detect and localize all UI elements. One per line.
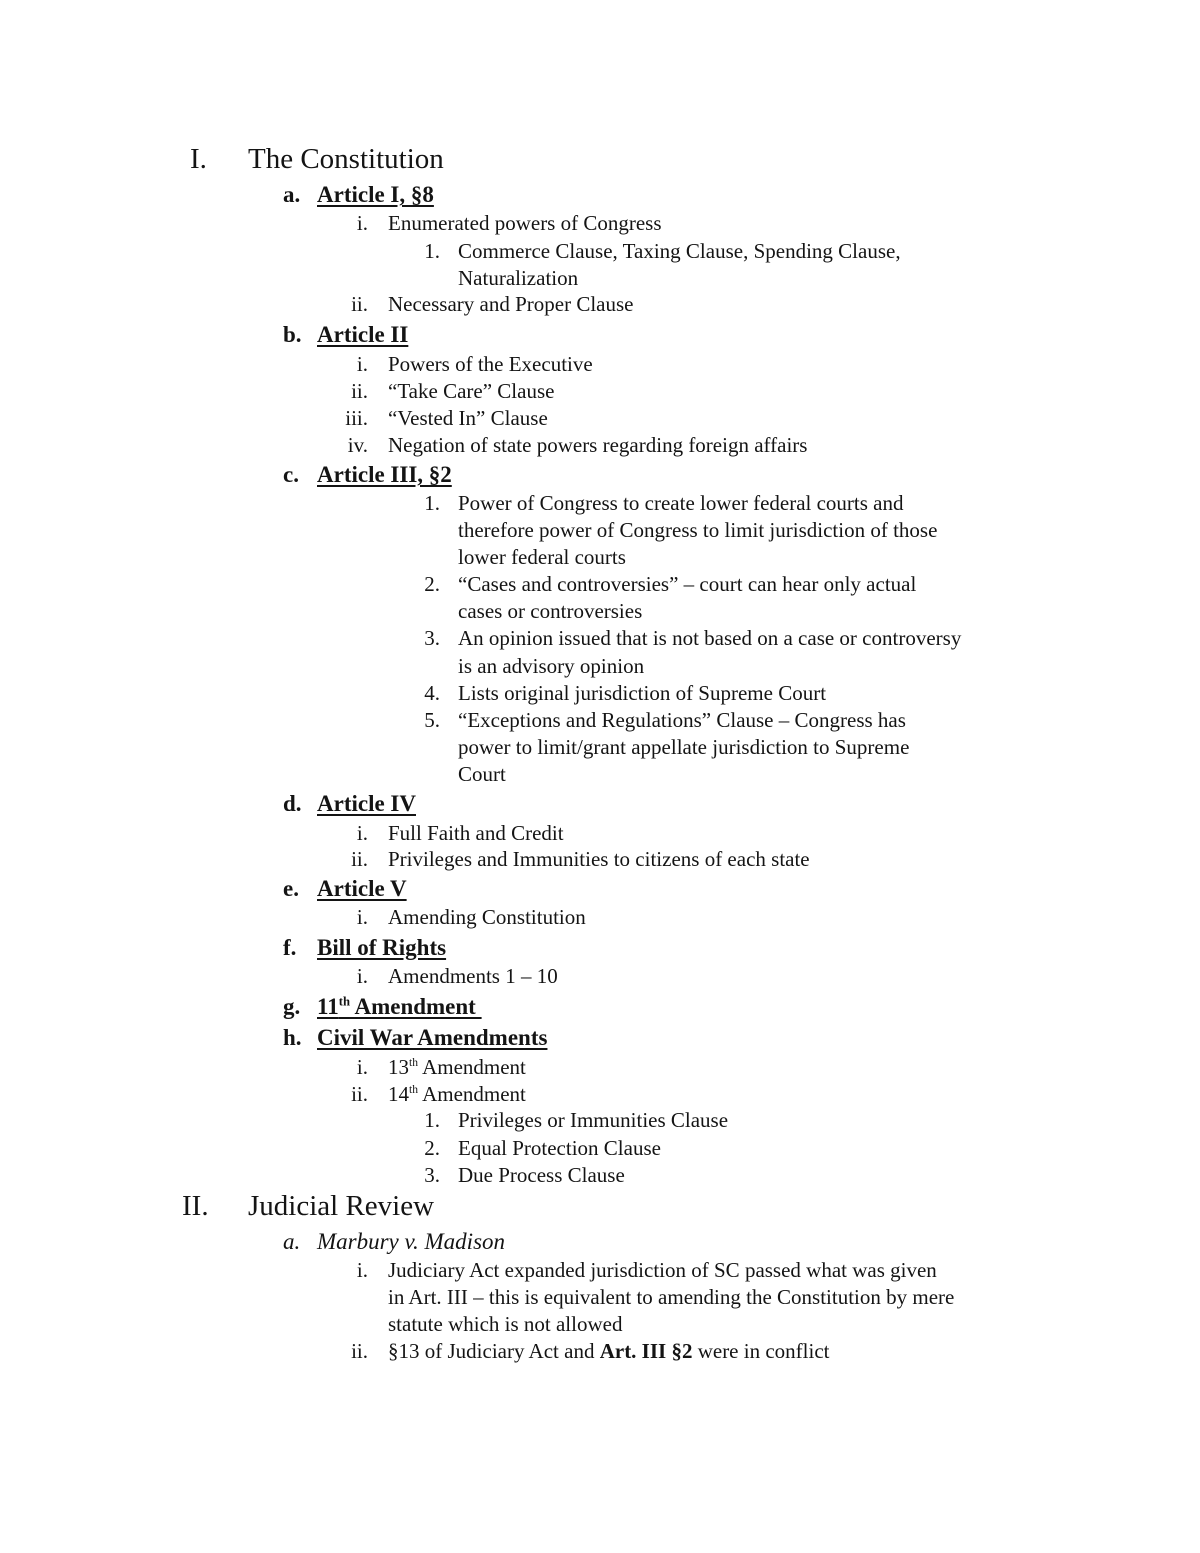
title-word: Amendment	[349, 994, 482, 1019]
item-text-line: cases or controversies	[458, 599, 643, 623]
item-number: 5.	[424, 708, 440, 732]
item-number: 1.	[424, 491, 440, 515]
bold-citation: Art. III §2	[599, 1339, 693, 1363]
case-title: Marbury v. Madison	[317, 1229, 506, 1254]
item-number: ii.	[351, 379, 368, 403]
subsection-title: Article I, §8	[317, 182, 434, 207]
section-number: I.	[190, 143, 207, 175]
subsection-title	[317, 994, 482, 1020]
amendment-number: 14	[388, 1082, 409, 1106]
item-text-line: is an advisory opinion	[458, 654, 645, 678]
item-text-line: “Exceptions and Regulations” Clause – Congress has	[458, 708, 906, 732]
item-text-line: therefore power of Congress to limit jurisdiction of those	[458, 518, 938, 542]
text-run: §13 of Judiciary Act and	[388, 1339, 600, 1363]
section-title: The Constitution	[248, 143, 444, 175]
item-number: i.	[356, 964, 368, 988]
ordinal-suffix: th	[409, 1084, 418, 1096]
item-text-line: Judiciary Act expanded jurisdiction of SC passed what was given	[388, 1258, 937, 1282]
subsection-letter: a.	[283, 182, 301, 207]
item-number: i.	[356, 821, 368, 845]
subsection-title: Article II	[317, 322, 409, 347]
item-number: 2.	[424, 1136, 440, 1160]
amendment-word: Amendment	[417, 1082, 526, 1106]
item-text-line: in Art. III – this is equivalent to amending the Constitution by mere	[388, 1285, 955, 1309]
item-number: 1.	[424, 239, 440, 263]
item-text: Powers of the Executive	[388, 352, 593, 376]
item-text-line: Commerce Clause, Taxing Clause, Spending Clause,	[458, 239, 901, 263]
item-text: “Vested In” Clause	[388, 406, 548, 430]
subsection-letter: c.	[283, 462, 299, 487]
item-text-line: Power of Congress to create lower federal courts and	[458, 491, 904, 515]
subsection-title: Bill of Rights	[317, 935, 447, 960]
item-number: i.	[356, 1258, 368, 1282]
item-number: i.	[356, 211, 368, 235]
item-text: Privileges or Immunities Clause	[458, 1108, 729, 1132]
subsection-title: Civil War Amendments	[317, 1025, 548, 1050]
subsection-letter: d.	[283, 791, 302, 816]
item-text	[388, 1055, 526, 1080]
subsection-title: Article IV	[317, 791, 416, 816]
item-number: 1.	[424, 1108, 440, 1132]
item-text: “Take Care” Clause	[388, 379, 555, 403]
item-number: 2.	[424, 572, 440, 596]
amendment-word: Amendment	[417, 1055, 526, 1079]
subsection-letter: a.	[283, 1229, 301, 1254]
item-text: Amending Constitution	[388, 905, 586, 929]
item-text: Full Faith and Credit	[388, 821, 564, 845]
item-text-line: Naturalization	[458, 266, 579, 290]
subsection-title: Article V	[317, 876, 407, 901]
item-number: 3.	[424, 626, 440, 650]
item-number: ii.	[351, 1339, 368, 1363]
section-number: II.	[182, 1190, 209, 1222]
item-text: Amendments 1 – 10	[388, 964, 558, 988]
subsection-letter: h.	[283, 1025, 302, 1050]
item-text: Enumerated powers of Congress	[388, 211, 662, 235]
ordinal-suffix: th	[338, 994, 350, 1009]
item-text: Lists original jurisdiction of Supreme Court	[458, 681, 827, 705]
item-number: iv.	[347, 433, 368, 457]
item-text: Necessary and Proper Clause	[388, 292, 634, 316]
section-title: Judicial Review	[248, 1190, 435, 1222]
item-number: i.	[356, 905, 368, 929]
item-number: i.	[356, 1055, 368, 1079]
item-number: i.	[356, 352, 368, 376]
item-text: Equal Protection Clause	[458, 1136, 661, 1160]
text-run: were in conflict	[692, 1339, 830, 1363]
item-text: Negation of state powers regarding foreign affairs	[388, 433, 808, 457]
item-text-line: power to limit/grant appellate jurisdiction to Supreme	[458, 735, 910, 759]
subsection-letter: b.	[283, 322, 302, 347]
subsection-letter: g.	[283, 994, 301, 1019]
item-text: Due Process Clause	[458, 1163, 625, 1187]
item-number: 4.	[424, 681, 440, 705]
subsection-letter: f.	[283, 935, 297, 960]
item-text-line: An opinion issued that is not based on a case or controversy	[458, 626, 962, 650]
item-text-line: Court	[458, 762, 506, 786]
item-text-line: lower federal courts	[458, 545, 626, 569]
item-text: Privileges and Immunities to citizens of each state	[388, 847, 810, 871]
item-text	[388, 1339, 829, 1364]
subsection-title: Article III, §2	[317, 462, 452, 487]
item-number: iii.	[345, 406, 368, 430]
ordinal-suffix: th	[409, 1057, 418, 1069]
item-text-line: “Cases and controversies” – court can hear only actual	[458, 572, 917, 596]
subsection-letter: e.	[283, 876, 299, 901]
item-number: ii.	[351, 1082, 368, 1106]
item-text	[388, 1082, 526, 1107]
amendment-number: 13	[388, 1055, 409, 1079]
item-text-line: statute which is not allowed	[388, 1312, 623, 1336]
item-number: 3.	[424, 1163, 440, 1187]
title-number: 11	[317, 994, 339, 1019]
item-number: ii.	[351, 292, 368, 316]
item-number: ii.	[351, 847, 368, 871]
